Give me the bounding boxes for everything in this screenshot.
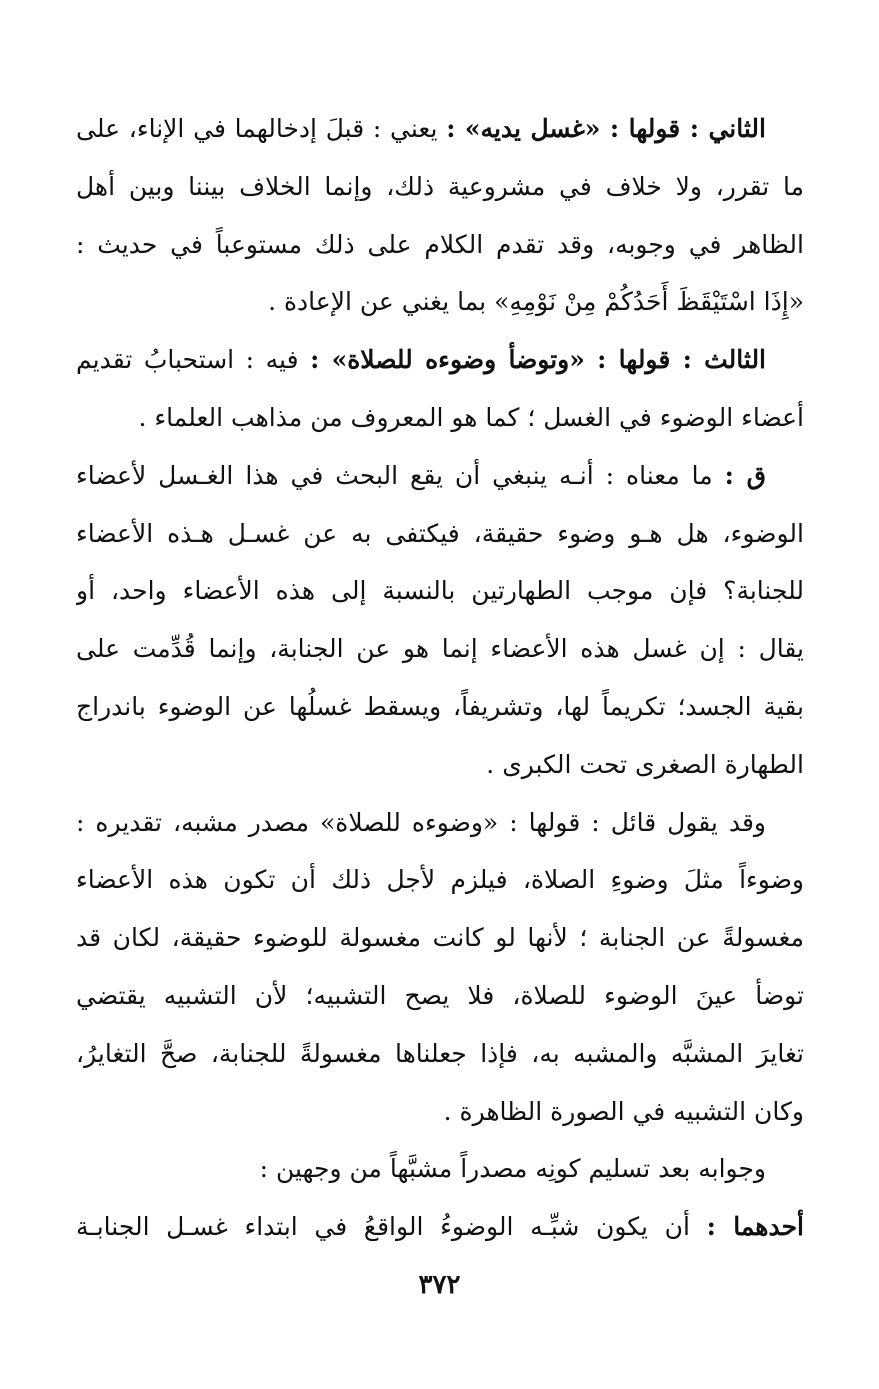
line-text: أعضاء الوضوء في الغسل ؛ كما هو المعروف من مذاهب العلماء . xyxy=(138,402,804,432)
text-line xyxy=(76,1198,804,1256)
page-number: ٣٧٢ xyxy=(418,1270,461,1300)
text-line xyxy=(76,967,804,1025)
text-line xyxy=(76,678,804,736)
line-text: وكان التشبيه في الصورة الظاهرة . xyxy=(443,1096,804,1126)
line-text: ما معناه : أنـه ينبغي أن يقع البحث في هذا الغـسل لأعضاء xyxy=(76,460,725,490)
line-text: وجوابه بعد تسليم كونِه مصدراً مشبَّهاً من وجهين : xyxy=(259,1154,766,1184)
page-body-text xyxy=(76,100,804,1256)
line-text: بقية الجسد؛ تكريماً لها، وتشريفاً، ويسقط غسلُها عن الوضوء باندراج xyxy=(76,691,804,721)
line-text: مغسولةً عن الجنابة ؛ لأنها لو كانت مغسولة للوضوء حقيقة، لكان قد xyxy=(76,923,804,953)
text-line xyxy=(76,1025,804,1083)
text-line xyxy=(76,851,804,909)
line-text: أن يكون شبِّـه الوضوءُ الواقعُ في ابتداء غسـل الجنابـة xyxy=(76,1212,707,1242)
text-line xyxy=(76,562,804,620)
line-text: فيه : استحبابُ تقديم xyxy=(76,345,311,375)
line-text: وقد يقول قائل : قولها : «وضوءه للصلاة» مصدر مشبه، تقديره : xyxy=(76,807,766,837)
text-line xyxy=(76,909,804,967)
text-line xyxy=(76,1083,804,1141)
line-text: وضوءاً مثلَ وضوءِ الصلاة، فيلزم لأجل ذلك أن تكون هذه الأعضاء xyxy=(76,865,804,895)
bold-heading: الثالث : قولها : «وتوضأ وضوءه للصلاة» : xyxy=(310,345,767,375)
bold-heading: ق : xyxy=(724,460,766,490)
text-line xyxy=(76,447,804,505)
line-text: تغايرَ المشبَّه والمشبه به، فإذا جعلناها مغسولةً للجنابة، صحَّ التغايرُ، xyxy=(76,1038,804,1068)
line-text: توضأ عينَ الوضوء للصلاة، فلا يصح التشبيه؛ لأن التشبيه يقتضي xyxy=(76,980,804,1010)
text-line xyxy=(76,794,804,852)
line-text: الوضوء، هل هـو وضوء حقيقة، فيكتفى به عن غسـل هـذه الأعضاء xyxy=(76,518,804,548)
text-line xyxy=(76,100,804,158)
line-text: للجنابة؟ فإن موجب الطهارتين بالنسبة إلى هذه الأعضاء واحد، أو xyxy=(76,576,804,606)
text-line xyxy=(76,216,804,274)
text-line xyxy=(76,736,804,794)
text-line xyxy=(76,389,804,447)
line-text: الظاهر في وجوبه، وقد تقدم الكلام على ذلك مستوعباً في حديث : xyxy=(76,229,804,259)
line-text: يعني : قبلَ إدخالهما في الإناء، على xyxy=(76,114,447,143)
text-line xyxy=(76,273,804,331)
line-text: ما تقرر، ولا خلاف في مشروعية ذلك، وإنما الخلاف بيننا وبين أهل xyxy=(76,171,804,201)
bold-heading: الثاني : قولها : «غسل يديه» : xyxy=(446,114,766,143)
line-text: يقال : إن غسل هذه الأعضاء إنما هو عن الجنابة، وإنما قُدِّمت على xyxy=(76,634,804,664)
text-line xyxy=(76,505,804,563)
text-line xyxy=(76,158,804,216)
line-text: الطهارة الصغرى تحت الكبرى . xyxy=(486,749,804,779)
text-line xyxy=(76,331,804,389)
bold-heading: أحدهما : xyxy=(706,1212,804,1242)
text-line xyxy=(76,620,804,678)
text-line xyxy=(76,1140,804,1198)
line-text: «إِذَا اسْتَيْقَظَ أَحَدُكُمْ مِنْ نَوْمِهِ» بما يغني عن الإعادة . xyxy=(268,287,804,317)
